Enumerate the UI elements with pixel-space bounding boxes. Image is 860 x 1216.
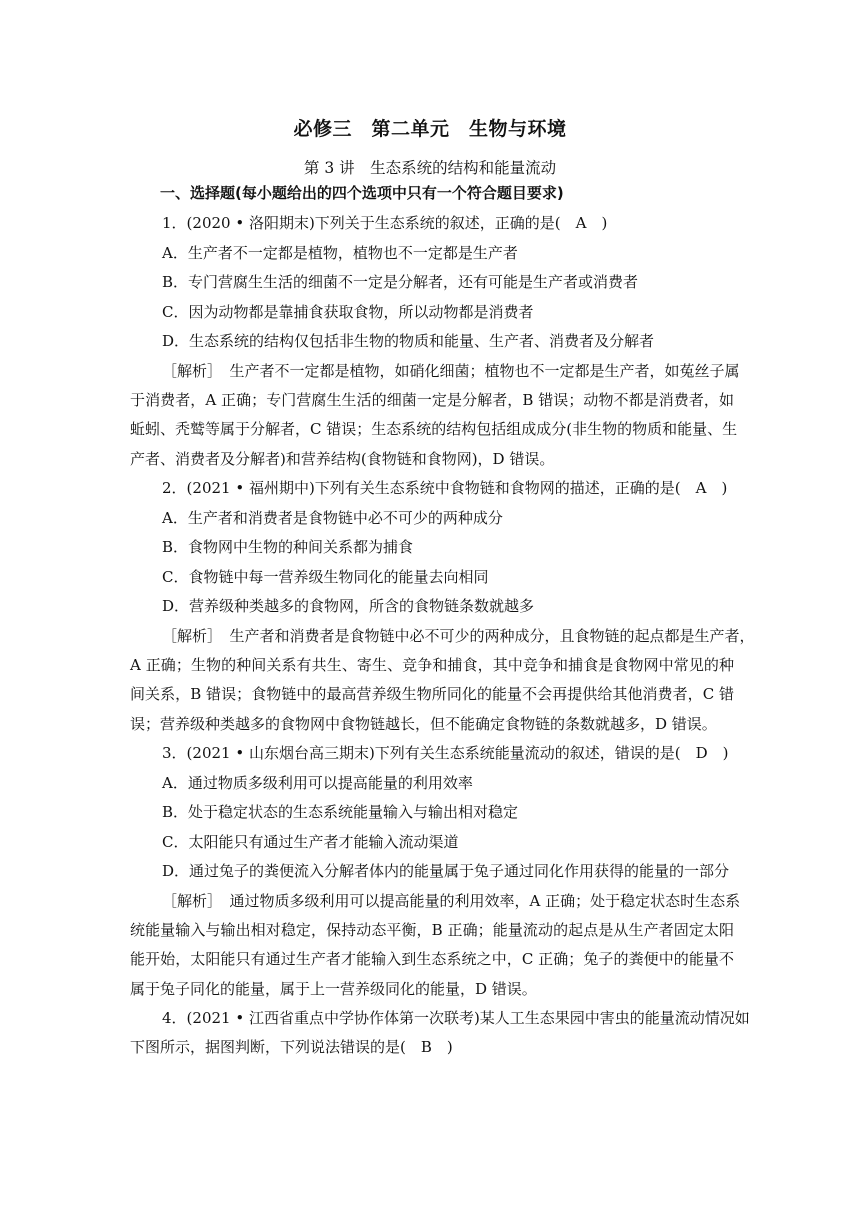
question-2-stem: 2．(2021 • 福州期中)下列有关生态系统中食物链和食物网的描述，正确的是( A ) [162,479,728,497]
question-2-analysis-line: ［解析］ 生产者和消费者是食物链中必不可少的两种成分，且食物链的起点都是生产者， [162,627,755,645]
question-4-stem: 4．(2021 • 江西省重点中学协作体第一次联考)某人工生态果园中害虫的能量流动情况如 [162,1009,750,1027]
question-1-option-b: B．专门营腐生生活的细菌不一定是分解者，还有可能是生产者或消费者 [162,273,639,291]
question-3-analysis-line: 能开始，太阳能只有通过生产者才能输入到生态系统之中，C 正确；兔子的粪便中的能量不 [130,950,734,968]
section-heading: 一、选择题(每小题给出的四个选项中只有一个符合题目要求) [160,184,564,202]
question-1-analysis-line: 产者、消费者及分解者)和营养结构(食物链和食物网)，D 错误。 [130,450,555,468]
question-3-option-c: C．太阳能只有通过生产者才能输入流动渠道 [162,833,459,851]
question-1-analysis-line: ［解析］ 生产者不一定都是植物，如硝化细菌；植物也不一定都是生产者，如菟丝子属 [162,362,740,380]
question-1-option-a: A．生产者不一定都是植物，植物也不一定都是生产者 [162,244,518,262]
question-2-option-c: C．食物链中每一营养级生物同化的能量去向相同 [162,568,489,586]
question-1-stem: 1．(2020 • 洛阳期末)下列关于生态系统的叙述，正确的是( A ) [162,214,608,232]
question-1-analysis-line: 于消费者，A 正确；专门营腐生生活的细菌一定是分解者，B 错误；动物不都是消费者，如 [130,391,734,409]
question-3-analysis-line: 统能量输入与输出相对稳定，保持动态平衡，B 正确；能量流动的起点是从生产者固定太阳 [130,921,734,939]
question-2-analysis-line: A 正确；生物的种间关系有共生、寄生、竞争和捕食，其中竞争和捕食是食物网中常见的种 [130,656,734,674]
question-2-option-a: A．生产者和消费者是食物链中必不可少的两种成分 [162,509,503,527]
question-2-analysis-line: 间关系，B 错误；食物链中的最高营养级生物所同化的能量不会再提供给其他消费者，C 错 [130,685,734,703]
question-3-option-b: B．处于稳定状态的生态系统能量输入与输出相对稳定 [162,803,519,821]
question-1-option-d: D．生态系统的结构仅包括非生物的物质和能量、生产者、消费者及分解者 [162,332,655,350]
question-2-analysis-line: 误；营养级种类越多的食物网中食物链越长，但不能确定食物链的条数就越多，D 错误。 [130,715,717,733]
question-3-analysis-line: 属于兔子同化的能量，属于上一营养级同化的能量，D 错误。 [130,980,537,998]
question-1-analysis-line: 蚯蚓、秃鹫等属于分解者，C 错误；生态系统的结构包括组成成分(非生物的物质和能量、生 [130,420,738,438]
question-3-option-d: D．通过兔子的粪便流入分解者体内的能量属于兔子通过同化作用获得的能量的一部分 [162,862,730,880]
question-3-analysis-line: ［解析］ 通过物质多级利用可以提高能量的利用效率，A 正确；处于稳定状态时生态系 [162,892,741,910]
question-4-stem: 下图所示，据图判断，下列说法错误的是( B ) [130,1038,453,1056]
question-2-option-d: D．营养级种类越多的食物网，所含的食物链条数就越多 [162,597,535,615]
lecture-title: 第 3 讲 生态系统的结构和能量流动 [303,159,557,177]
question-3-stem: 3．(2021 • 山东烟台高三期末)下列有关生态系统能量流动的叙述，错误的是( D ) [162,744,729,762]
question-1-option-c: C．因为动物都是靠捕食获取食物，所以动物都是消费者 [162,303,534,321]
question-2-option-b: B．食物网中生物的种间关系都为捕食 [162,538,414,556]
page-title: 必修三 第二单元 生物与环境 [293,118,567,140]
question-3-option-a: A．通过物质多级利用可以提高能量的利用效率 [162,774,473,792]
